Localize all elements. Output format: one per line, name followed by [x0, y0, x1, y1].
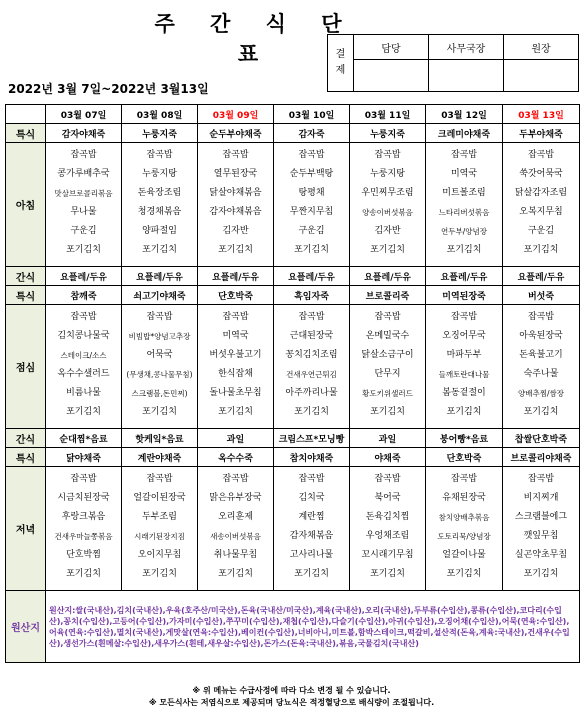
dish-item: 포기김치 [66, 245, 101, 255]
dish-item: 비지찌개 [523, 493, 559, 503]
dish-item: 닭살소금구이 [361, 350, 414, 360]
dish-item: 구운김 [70, 226, 97, 236]
special-morning-row-cell: 누룽지죽 [350, 124, 426, 143]
dish-item: 잡곡밥 [146, 474, 173, 484]
dish-item: 잡곡밥 [298, 474, 325, 484]
notice-low-salt: ※ 모든식사는 저염식으로 제공되며 당뇨식은 적정혈당으로 배식량이 조절됩니다. [148, 698, 435, 707]
approval-label: 결 제 [328, 35, 354, 92]
dish-item: 콩가루배추국 [57, 169, 110, 179]
date-header: 03월 09일 [198, 105, 274, 124]
dish-item: 누룽지탕 [142, 169, 177, 179]
special-dinner-row-cell: 야채죽 [350, 448, 426, 467]
dish-item: 실곤약초무침 [514, 550, 568, 560]
special-morning-row [6, 124, 580, 143]
date-header: 03월 07일 [46, 105, 122, 124]
snack-am-row-cell: 요플레/두유 [503, 267, 580, 286]
dish-item: 근대된장국 [289, 331, 334, 341]
dish-item: 포기김치 [66, 569, 101, 579]
dish-item: 잡곡밥 [70, 312, 97, 322]
dish-item: 김자반 [374, 226, 401, 236]
lunch-row [6, 305, 580, 429]
dish-item: 미트볼조림 [442, 188, 486, 198]
dish-item: 꼬시래기무침 [361, 550, 414, 560]
dish-item: 새송이버섯볶음 [210, 532, 261, 541]
dish-item: 오복지무침 [519, 207, 563, 217]
dish-item: 잡곡밥 [527, 150, 555, 160]
snack-am-row-cell: 요플레/두유 [426, 267, 503, 286]
dish-item: 탕평채 [298, 188, 325, 198]
breakfast-row-label: 아침 [6, 143, 46, 267]
dish-item: 느타리버섯볶음 [438, 208, 490, 217]
date-header: 03월 10일 [274, 105, 350, 124]
dish-item: 오리훈제 [218, 512, 253, 522]
dish-item: 잡곡밥 [527, 312, 555, 322]
dish-item: 포기김치 [370, 407, 405, 417]
dish-item: 아주까리나물 [285, 388, 338, 398]
dish-item: 포기김치 [142, 569, 177, 579]
dish-item: 포기김치 [294, 245, 329, 255]
dish-item: 비빔밥*양념고추장 [128, 332, 191, 341]
snack-am-row-cell: 요플레/두유 [122, 267, 198, 286]
lunch-row-cell [274, 305, 350, 429]
dish-item: 건새우마늘쫑볶음 [54, 532, 113, 541]
dish-item: 숙주나물 [523, 369, 559, 379]
dish-item: 포기김치 [446, 569, 482, 579]
special-dinner-row-cell: 브로콜리야채죽 [503, 448, 580, 467]
dish-item: 무나물 [70, 207, 97, 217]
dish-item: 꽁치김치조림 [285, 350, 338, 360]
snack-pm-row-cell: 찹쌀단호박죽 [503, 429, 580, 448]
dish-item: 스크램블,돈민찌) [131, 389, 188, 398]
dish-item: 감자야채볶음 [209, 207, 262, 217]
snack-am-row-cell: 요플레/두유 [198, 267, 274, 286]
dish-item: 양배추찜/쌈장 [518, 389, 564, 398]
dish-item: 돌나물초무침 [209, 388, 262, 398]
dish-item: 잡곡밥 [374, 474, 401, 484]
special-morning-row-cell: 감자죽 [274, 124, 350, 143]
dish-item: 마파두부 [446, 350, 482, 360]
dish-item: 계란찜 [298, 512, 325, 522]
lunch-row-cell [46, 305, 122, 429]
dish-item: 잡곡밥 [222, 312, 249, 322]
special-lunch-row-cell: 흑임자죽 [274, 286, 350, 305]
special-morning-row-cell: 크레미야채죽 [426, 124, 503, 143]
special-morning-row-cell: 두부야채죽 [503, 124, 580, 143]
menu-period: 2022년 3월 7일~2022년 3월13일 [8, 82, 209, 96]
dish-item: 포기김치 [446, 245, 482, 255]
dish-item: 연두부/양념장 [441, 227, 487, 236]
snack-pm-row-label: 간식 [6, 429, 46, 448]
dish-item: 잡곡밥 [70, 474, 97, 484]
snack-pm-row-cell: 핫케잌*음료 [122, 429, 198, 448]
dinner-row-cell [122, 467, 198, 591]
lunch-row-cell [503, 305, 580, 429]
origin-label: 원산지 [6, 591, 46, 663]
date-header: 03월 11일 [350, 105, 426, 124]
page-title: 주 간 식 단 표 [154, 12, 356, 66]
dish-item: 포기김치 [142, 407, 177, 417]
dish-item: 포기김치 [523, 245, 559, 255]
special-lunch-row-cell: 브로콜리죽 [350, 286, 426, 305]
special-morning-row-cell: 누룽지죽 [122, 124, 198, 143]
dish-item: 버섯우불고기 [209, 350, 262, 360]
snack-pm-row-cell: 순대찜*음료 [46, 429, 122, 448]
snack-am-row-label: 간식 [6, 267, 46, 286]
dish-item: 봄동겉절이 [442, 388, 486, 398]
special-dinner-row-label: 특식 [6, 448, 46, 467]
date-header: 03월 13일 [503, 105, 580, 124]
dinner-row-cell [274, 467, 350, 591]
dish-item: 구운김 [527, 226, 555, 236]
breakfast-row-cell [198, 143, 274, 267]
dish-item: 잡곡밥 [374, 150, 401, 160]
dish-item: 포기김치 [66, 407, 101, 417]
breakfast-row-cell [350, 143, 426, 267]
snack-am-row-cell: 요플레/두유 [46, 267, 122, 286]
special-lunch-row-cell: 쇠고기야채죽 [122, 286, 198, 305]
dish-item: 비름나물 [66, 388, 101, 398]
dish-item: 잡곡밥 [222, 474, 249, 484]
dish-item: 잡곡밥 [527, 474, 555, 484]
lunch-row-cell [198, 305, 274, 429]
dish-item: 후랑크볶음 [61, 512, 106, 522]
dish-item: 닭살야채볶음 [209, 188, 262, 198]
snack-am-row-cell: 요플레/두유 [274, 267, 350, 286]
dish-item: 포기김치 [370, 245, 405, 255]
snack-pm-row-cell: 과일 [198, 429, 274, 448]
dish-item: 감자채볶음 [289, 531, 334, 541]
special-lunch-row-label: 특식 [6, 286, 46, 305]
dinner-row [6, 467, 580, 591]
approval-header-secretary: 사무국장 [429, 35, 504, 60]
breakfast-row [6, 143, 580, 267]
dinner-row-cell [46, 467, 122, 591]
dish-item: 포기김치 [294, 407, 329, 417]
dish-item: 잡곡밥 [450, 150, 478, 160]
dish-item: 잡곡밥 [298, 312, 325, 322]
dish-item: 잡곡밥 [222, 150, 249, 160]
dish-item: 참치양배추볶음 [438, 513, 490, 522]
dish-item: 잡곡밥 [450, 474, 478, 484]
dish-item: 우민찌무조림 [361, 188, 414, 198]
special-morning-row-cell: 순두부야채죽 [198, 124, 274, 143]
dish-item: 들깨토란대나물 [438, 370, 490, 379]
special-dinner-row-cell: 단호박죽 [426, 448, 503, 467]
dish-item: 무짠지무침 [289, 207, 334, 217]
special-lunch-row [6, 286, 580, 305]
dish-item: 잡곡밥 [374, 312, 401, 322]
dish-item: 잡곡밥 [450, 312, 478, 322]
dish-item: 오징어무국 [442, 331, 486, 341]
dish-item: 양파절임 [142, 226, 177, 236]
dish-item: 구운김 [298, 226, 325, 236]
special-dinner-row-cell: 닭야채죽 [46, 448, 122, 467]
dish-item: 순두부백탕 [289, 169, 334, 179]
dish-item: (무생채,콩나물무침) [126, 370, 193, 379]
snack-pm-row-cell: 크림스프*모닝빵 [274, 429, 350, 448]
dish-item: 고사리나물 [289, 550, 334, 560]
dish-item: 포기김치 [294, 569, 329, 579]
dish-item: 시금치된장국 [57, 493, 110, 503]
dish-item: 김치국 [298, 493, 325, 503]
dish-item: 포기김치 [370, 569, 405, 579]
dish-item: 쑥갓어묵국 [519, 169, 563, 179]
dish-item: 잡곡밥 [298, 150, 325, 160]
special-lunch-row-cell: 단호박죽 [198, 286, 274, 305]
origin-row [6, 591, 580, 663]
special-morning-row-label: 특식 [6, 124, 46, 143]
dish-item: 황도키위샐러드 [362, 389, 413, 398]
approval-signature-staff [354, 60, 429, 92]
dish-item: 단호박찜 [66, 550, 101, 560]
snack-am-row-cell: 요플레/두유 [350, 267, 426, 286]
dish-item: 북어국 [374, 493, 401, 503]
dish-item: 스테이크/소스 [60, 351, 107, 360]
dish-item: 맛살브로콜리볶음 [54, 189, 113, 198]
dish-item: 김치콩나물국 [57, 331, 110, 341]
dish-item: 미역국 [450, 169, 478, 179]
snack-pm-row-cell: 붕어빵*음료 [426, 429, 503, 448]
dish-item: 단무지 [374, 369, 401, 379]
dish-item: 오이지무침 [137, 550, 182, 560]
dish-item: 포기김치 [218, 407, 253, 417]
special-lunch-row-cell: 참깨죽 [46, 286, 122, 305]
dish-item: 얼갈이나물 [442, 550, 486, 560]
dish-item: 잡곡밥 [146, 150, 173, 160]
dish-item: 유채된장국 [442, 493, 486, 503]
lunch-row-cell [350, 305, 426, 429]
dish-item: 아욱된장국 [519, 331, 563, 341]
snack-pm-row-cell: 과일 [350, 429, 426, 448]
lunch-row-cell [426, 305, 503, 429]
dish-item: 도토리묵/양념장 [437, 532, 491, 541]
dish-item: 잡곡밥 [146, 312, 173, 322]
snack-pm-row [6, 429, 580, 448]
approval-box [327, 34, 579, 92]
dinner-row-cell [198, 467, 274, 591]
snack-am-row [6, 267, 580, 286]
dish-item: 청경채볶음 [137, 207, 182, 217]
dinner-row-label: 저녁 [6, 467, 46, 591]
dish-item: 열무된장국 [213, 169, 258, 179]
approval-signature-secretary [429, 60, 504, 92]
dish-item: 돈육김치찜 [365, 512, 410, 522]
dish-item: 어묵국 [146, 350, 173, 360]
breakfast-row-cell [503, 143, 580, 267]
dish-item: 돈육장조림 [137, 188, 182, 198]
special-dinner-row-cell: 옥수수죽 [198, 448, 274, 467]
date-header-row [6, 105, 580, 124]
breakfast-row-cell [426, 143, 503, 267]
notice-menu-change: ※ 위 메뉴는 수급사정에 따라 다소 변경 될 수 있습니다. [192, 686, 391, 695]
date-header: 03월 08일 [122, 105, 198, 124]
special-lunch-row-cell: 버섯죽 [503, 286, 580, 305]
dinner-row-cell [350, 467, 426, 591]
dish-item: 김자반 [222, 226, 249, 236]
special-morning-row-cell: 감자야채죽 [46, 124, 122, 143]
dish-item: 건새우연근튀김 [286, 370, 337, 379]
dish-item: 포기김치 [523, 407, 559, 417]
breakfast-row-cell [122, 143, 198, 267]
dish-item: 누룽지탕 [370, 169, 405, 179]
breakfast-row-cell [46, 143, 122, 267]
dish-item: 두부조림 [142, 512, 177, 522]
dish-item: 취나물무침 [213, 550, 258, 560]
dish-item: 포기김치 [142, 245, 177, 255]
dish-item: 잡곡밥 [70, 150, 97, 160]
dinner-row-cell [426, 467, 503, 591]
dish-item: 돈육불고기 [519, 350, 563, 360]
dinner-row-cell [503, 467, 580, 591]
dish-item: 깻잎무침 [523, 531, 559, 541]
approval-header-staff: 담당 [354, 35, 429, 60]
dish-item: 양송이버섯볶음 [362, 208, 413, 217]
approval-header-director: 원장 [504, 35, 579, 60]
dish-item: 온메밀국수 [365, 331, 410, 341]
special-dinner-row-cell: 계란야채죽 [122, 448, 198, 467]
dish-item: 닭살감자조림 [514, 188, 568, 198]
dish-item: 미역국 [222, 331, 249, 341]
origin-text: 원산지:쌀(국내산),김치(국내산),우육(호주산/미국산),돈육(국내산/미국산),계육(국내산),오리(국내산),두부류(수입산),콩류(수입산),코다리(수입산),꽁치(수입산),고등어(수입산),가자미(수입산),쭈꾸미(수입산),재첩(수입산),다슬기(수입산),아귀(수입산),오징어채(수입산),어묵(연육:수입산),어육(연육:수입산),멸치(국내산),게맛살(연육:수입산),베이컨(수입산),너비아니,미트볼,함박스테이크,떡갈비,설산적(돈육,계육:국내산),건새우(수입산),생선가스(흰메살:수입산),새우가스(흰테,새우살:수입산),돈가스(돈육:국내산),볶음,국물김치(국내산) [46, 591, 580, 663]
dish-item: 얼갈이된장국 [133, 493, 186, 503]
dish-item: 포기김치 [523, 569, 559, 579]
dish-item: 스크램블에그 [514, 512, 568, 522]
dish-item: 우엉채조림 [365, 531, 410, 541]
lunch-row-label: 점심 [6, 305, 46, 429]
approval-signature-director [504, 60, 579, 92]
dish-item: 시래기된장지짐 [134, 532, 185, 541]
date-header: 03월 12일 [426, 105, 503, 124]
dish-item: 포기김치 [446, 407, 482, 417]
dish-item: 포기김치 [218, 245, 253, 255]
special-dinner-row [6, 448, 580, 467]
header-corner [6, 105, 46, 124]
dish-item: 옥수수샐러드 [57, 369, 110, 379]
special-dinner-row-cell: 참치야채죽 [274, 448, 350, 467]
breakfast-row-cell [274, 143, 350, 267]
dish-item: 포기김치 [218, 569, 253, 579]
special-lunch-row-cell: 미역된장죽 [426, 286, 503, 305]
dish-item: 한식잡채 [218, 369, 253, 379]
lunch-row-cell [122, 305, 198, 429]
weekly-menu-table [5, 104, 580, 663]
dish-item: 맑은유부장국 [209, 493, 262, 503]
